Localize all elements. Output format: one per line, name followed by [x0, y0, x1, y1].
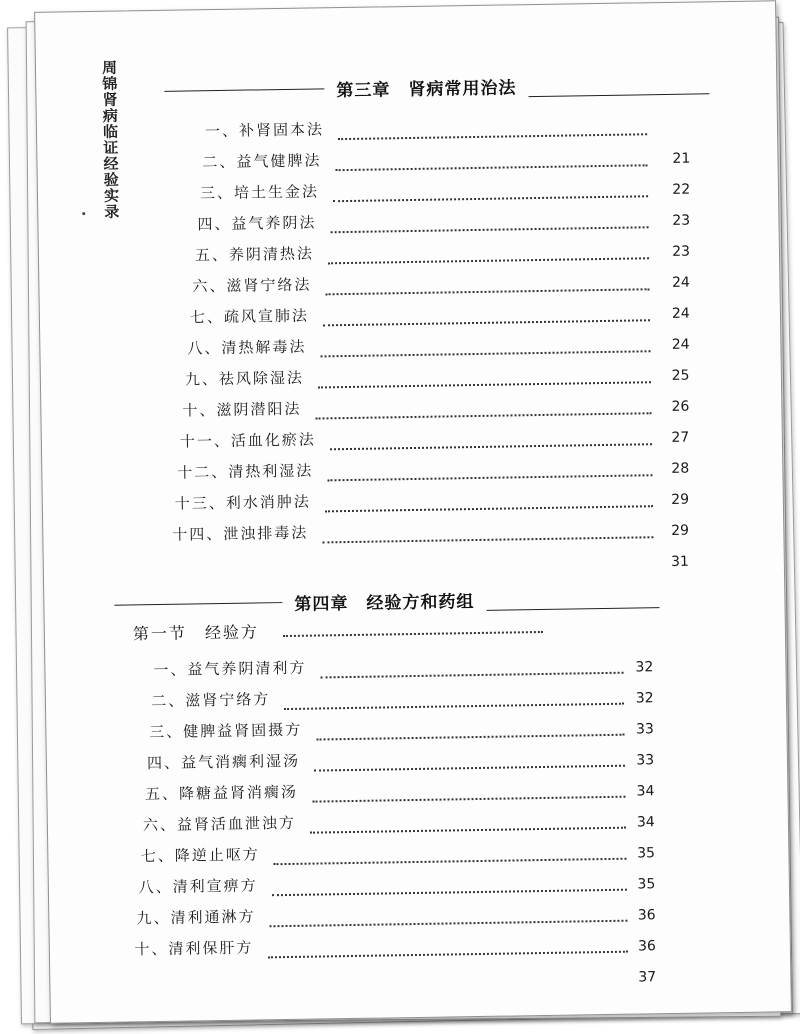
dot-leader — [338, 123, 647, 140]
heading-rule-left — [164, 88, 324, 92]
toc-page-number: 31 — [670, 553, 689, 570]
toc-page-number: 23 — [672, 243, 691, 260]
toc-entry-label: 三、培土生金法 — [199, 182, 320, 203]
toc-page-number: 36 — [637, 907, 656, 924]
toc-page-number: 24 — [671, 336, 690, 353]
toc-entry-label: 十三、利水消肿法 — [174, 492, 311, 513]
toc-entry-label: 五、养阴清热法 — [194, 244, 315, 265]
toc-entry-label: 十、滋阴潜阳法 — [182, 399, 302, 420]
toc-page-number: 29 — [671, 491, 690, 508]
dot-leader — [267, 941, 628, 959]
dot-leader — [316, 724, 624, 741]
toc-page-number: 24 — [671, 305, 690, 322]
toc-entry-label: 四、益气消瘸利湿汤 — [146, 751, 301, 773]
toc-page-number: 24 — [671, 274, 690, 291]
dot-leader — [283, 621, 543, 637]
dot-leader — [284, 693, 624, 710]
dot-leader — [330, 433, 652, 450]
toc-entry-label: 九、清利通淋方 — [136, 907, 256, 928]
toc-entry-label: 十二、清热利湿法 — [177, 461, 314, 482]
toc-entry-label: 七、降逆止呕方 — [140, 845, 260, 866]
dot-leader — [314, 755, 625, 772]
heading-rule-right — [487, 607, 660, 611]
toc-entry-label: 一、补肾固本法 — [204, 120, 325, 141]
dot-leader — [274, 848, 627, 866]
toc-entry-label: 六、滋肾宁络法 — [192, 275, 312, 296]
dot-leader — [312, 786, 626, 803]
toc-entry-label: 八、清利宣痹方 — [138, 876, 258, 897]
dot-leader — [322, 526, 653, 543]
toc-entry-label: 十一、活血化瘀法 — [179, 430, 317, 451]
dot-leader — [270, 910, 628, 928]
toc-page-number: 33 — [635, 721, 654, 738]
dot-leader — [315, 402, 651, 419]
section-label: 第一节 经验方 — [132, 622, 260, 644]
toc-page-number: 27 — [671, 429, 690, 446]
toc-entry-label: 四、益气养阴法 — [197, 213, 317, 234]
toc-entry-label: 一、益气养阴清利方 — [153, 658, 307, 680]
dot-leader — [335, 154, 647, 171]
dot-leader — [272, 879, 627, 897]
chapter-3-title: 第三章 肾病常用治法 — [336, 77, 517, 101]
toc-page-number: 21 — [672, 150, 691, 167]
toc-page — [34, 0, 792, 1024]
toc-page-number: 35 — [637, 876, 656, 893]
toc-entry-label: 二、滋肾宁络方 — [151, 690, 271, 711]
dot-leader — [333, 185, 648, 202]
dot-leader — [310, 817, 626, 834]
heading-rule-left — [114, 602, 282, 606]
toc-page-number: 32 — [635, 690, 654, 707]
chapter-4-title: 第四章 经验方和药组 — [294, 591, 475, 615]
toc-entry-label: 三、健脾益肾固摄方 — [149, 720, 303, 742]
toc-entry-label: 十、清利保肝方 — [134, 938, 254, 959]
toc-page-number: 35 — [637, 845, 656, 862]
toc-page-number: 26 — [671, 398, 690, 415]
dot-leader — [318, 371, 651, 388]
dot-leader — [327, 464, 652, 481]
book-title: 周锦肾病临证经验实录 — [99, 59, 121, 220]
toc-page-number: 36 — [637, 938, 656, 955]
toc-section-1[interactable] — [133, 619, 259, 644]
chapter-3-heading — [164, 62, 710, 111]
heading-rule-right — [528, 93, 709, 97]
margin-dot — [82, 212, 85, 215]
toc-entry-label: 七、疏风宣肺法 — [189, 306, 310, 327]
toc-page-number: 23 — [672, 212, 691, 229]
dot-leader — [320, 662, 623, 679]
toc-entry-label: 十四、泄浊排毒法 — [172, 523, 309, 544]
toc-page-number: 37 — [638, 969, 657, 986]
dot-leader — [325, 278, 649, 295]
toc-entry-label: 八、清热解毒法 — [187, 337, 307, 358]
dot-leader — [330, 216, 648, 233]
toc-entry-label: 五、降糖益肾消瘸汤 — [144, 782, 299, 804]
toc-page-number: 22 — [672, 181, 691, 198]
chapter-4-heading — [114, 576, 660, 625]
toc-entry-label: 六、益肾活血泄浊方 — [142, 813, 297, 835]
toc-entry-label: 二、益气健脾法 — [202, 151, 322, 172]
dot-leader — [323, 309, 650, 326]
toc-page-number: 34 — [636, 814, 655, 831]
toc-page-number: 28 — [671, 460, 690, 477]
toc-page-number: 32 — [635, 659, 654, 676]
dot-leader — [328, 247, 649, 264]
toc-page-number: 33 — [636, 752, 655, 769]
toc-page-number: 34 — [636, 783, 655, 800]
toc-page-number: 29 — [671, 522, 690, 539]
toc-page-number: 25 — [671, 367, 690, 384]
toc-entry-label: 九、祛风除湿法 — [184, 368, 305, 389]
dot-leader — [320, 340, 650, 357]
dot-leader — [325, 495, 653, 512]
